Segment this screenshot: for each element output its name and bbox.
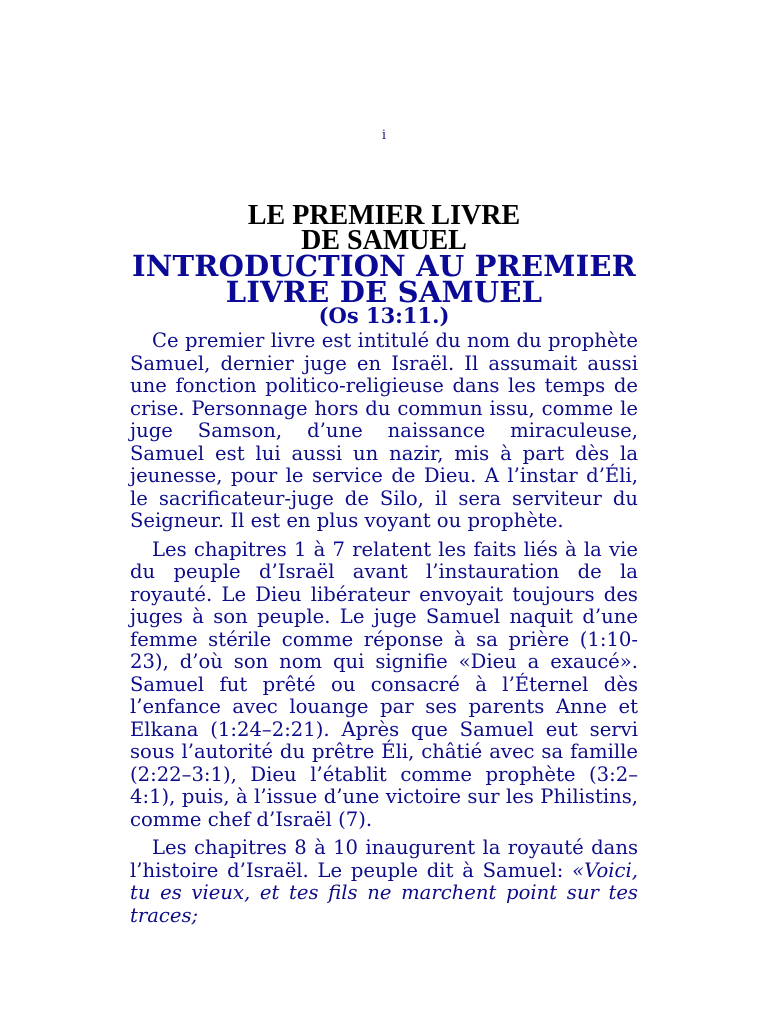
scripture-reference: (Os 13:11.) [318, 303, 450, 328]
book-title-line-2: DE SAMUEL [301, 225, 467, 256]
intro-title-line-1: INTRODUCTION AU PREMIER [132, 249, 636, 283]
page-number: i [381, 128, 387, 143]
body-text [130, 330, 638, 927]
paragraph-2: Les chapitres 1 à 7 relatent les faits liés à la vie du peuple d’Israël avant l’instauration de la royauté. Le Dieu libérateur envoyait toujours des juges à son peuple. Le juge Samuel naquit d’une femme stérile comme réponse à sa prière (1:10-23), d’où son nom qui signifie «Dieu a exaucé». Samuel fut prêté ou consacré à l’Éternel dès l’enfance avec louange par ses parents Anne et Elkana (1:24–2:21). Après que Samuel eut servi sous l’autorité du prêtre Éli, châtié avec sa famille (2:22–3:1), Dieu l’établit comme prophète (3:2–4:1), puis, à l’issue d’une victoire sur les Philistins, comme chef d’Israël (7). [130, 537, 638, 831]
intro-title-line-2: LIVRE DE SAMUEL [225, 275, 543, 309]
paragraph-3 [130, 837, 638, 927]
title-block [100, 200, 668, 328]
paragraph-3-text: Les chapitres 8 à 10 inaugurent la royauté dans l’histoire d’Israël. Le peuple dit à Samuel: [130, 836, 638, 882]
paragraph-1: Ce premier livre est intitulé du nom du prophète Samuel, dernier juge en Israël. Il assumait aussi une fonction politico-religieuse dans les temps de crise. Personnage hors du commun issu, comme le juge Samson, d’une naissance miraculeuse, Samuel est lui aussi un nazir, mis à part dès la jeunesse, pour le service de Dieu. A l’instar d’Éli, le sacrificateur-juge de Silo, il sera serviteur du Seigneur. Il est en plus voyant ou prophète. [130, 329, 638, 532]
paragraph-3-quote: «Voici, tu es vieux, et tes fils ne marchent point sur tes traces; [130, 858, 638, 927]
book-title-line-1: LE PREMIER LIVRE [247, 200, 521, 231]
